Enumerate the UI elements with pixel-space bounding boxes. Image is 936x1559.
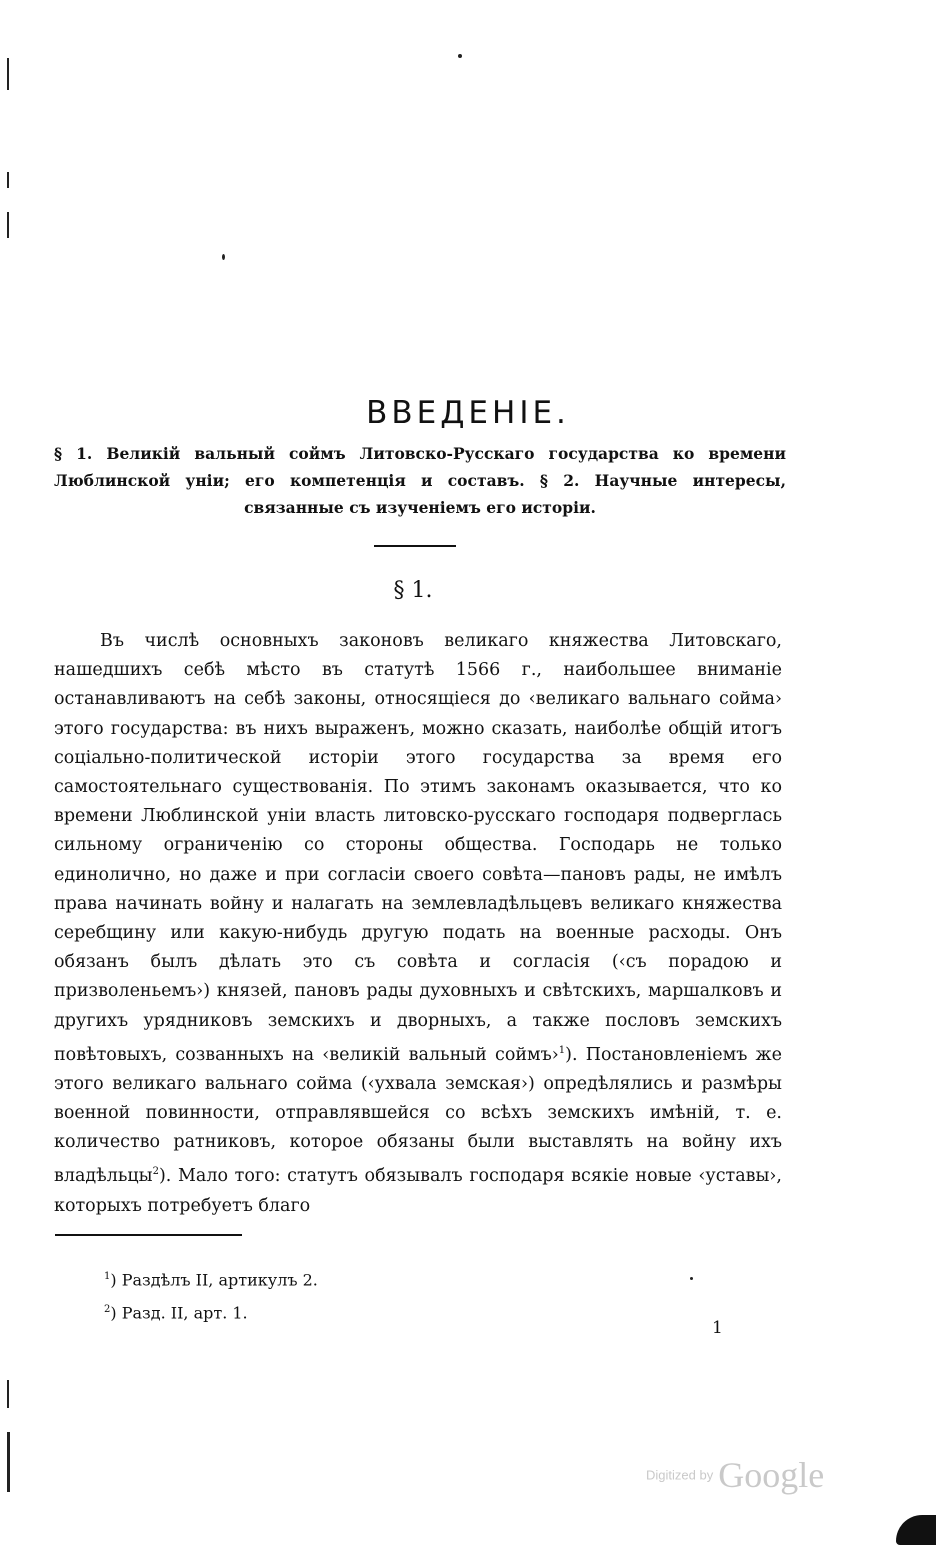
body-text-part: Въ числѣ основныхъ законовъ великаго княжества Литовскаго, нашедшихъ себѣ мѣсто въ статутѣ 1566 г., наибольшее вниманіе останавливаютъ на себѣ законы, относящіеся до ‹великаго вальнаго сойма› этого государства: въ нихъ выраженъ, можно сказать, наиболѣе общій итогъ соціально-политической исторіи этого государства за время его самостоятельнаго существованія. По этимъ законамъ оказывается, что ко времени Люблинской уніи власть литовско-русскаго господаря подверглась сильному ограниченію со стороны общества. Господарь не только единолично, но даже и при согласіи своего совѣта—пановъ рады, не имѣлъ права начинать войну и налагать на землевладѣльцевъ великаго княжества серебщину или какую-нибудь другую подать на военные расходы. Онъ обязанъ былъ дѣлать это съ совѣта и согласія (‹съ порадою и призволеньемъ›) князей, пановъ рады духовныхъ и свѣтскихъ, маршалковъ и другихъ урядниковъ земскихъ и дворныхъ, а также пословъ земскихъ повѣтовыхъ, созванныхъ на ‹великій вальный соймъ› (54, 631, 782, 1065)
scan-speck (458, 54, 462, 58)
footnotes (104, 1262, 318, 1329)
scan-edge-mark (7, 1432, 10, 1492)
chapter-summary: § 1. Великій вальный соймъ Литовско-Русскаго государства ко времени Люблинской уніи; его компетенція и составъ. § 2. Научные интересы, связанные съ изученіемъ его исторіи. (54, 444, 786, 517)
section-divider (374, 545, 456, 547)
section-heading: § 1. (393, 578, 433, 603)
scan-speck (222, 254, 225, 260)
watermark-prefix: Digitized by (646, 1467, 714, 1483)
footnote-text: ) Разд. II, арт. 1. (110, 1303, 248, 1323)
scan-edge-mark (7, 212, 9, 238)
footnote-marker: 1 (104, 1271, 111, 1282)
scan-edge-mark (7, 172, 9, 188)
footnote-reference: 2 (152, 1166, 159, 1178)
body-text-part: ). Мало того: статутъ обязывалъ господаря всякіе новые ‹уставы›, которыхъ потребуетъ благо (54, 1166, 782, 1216)
scan-speck (690, 1277, 693, 1280)
footnote (104, 1262, 318, 1295)
body-paragraph (54, 627, 782, 1221)
page-title: ВВЕДЕНIЕ. (366, 394, 570, 431)
scan-corner-blot (896, 1515, 936, 1545)
footnote-text: ) Раздѣлъ II, артикулъ 2. (110, 1270, 318, 1290)
digitized-watermark (646, 1454, 824, 1496)
footnote (104, 1295, 318, 1328)
footnote-reference: 1 (558, 1044, 566, 1056)
footnote-divider (55, 1234, 242, 1236)
body-text-part: ). Постановленіемъ же этого великаго вальнаго сойма (‹ухвала земская›) опредѣлялись и размѣры военной повинности, отправлявшейся со всѣхъ земскихъ имѣній, т. е. количество ратниковъ, которое обязаны были выставлять на войну ихъ владѣльцы (54, 1044, 783, 1187)
page-number: 1 (712, 1318, 723, 1338)
footnote-marker: 2 (104, 1304, 111, 1316)
scan-edge-mark (7, 58, 9, 90)
google-logo: Google (718, 1455, 825, 1495)
scan-edge-mark (7, 1380, 9, 1408)
